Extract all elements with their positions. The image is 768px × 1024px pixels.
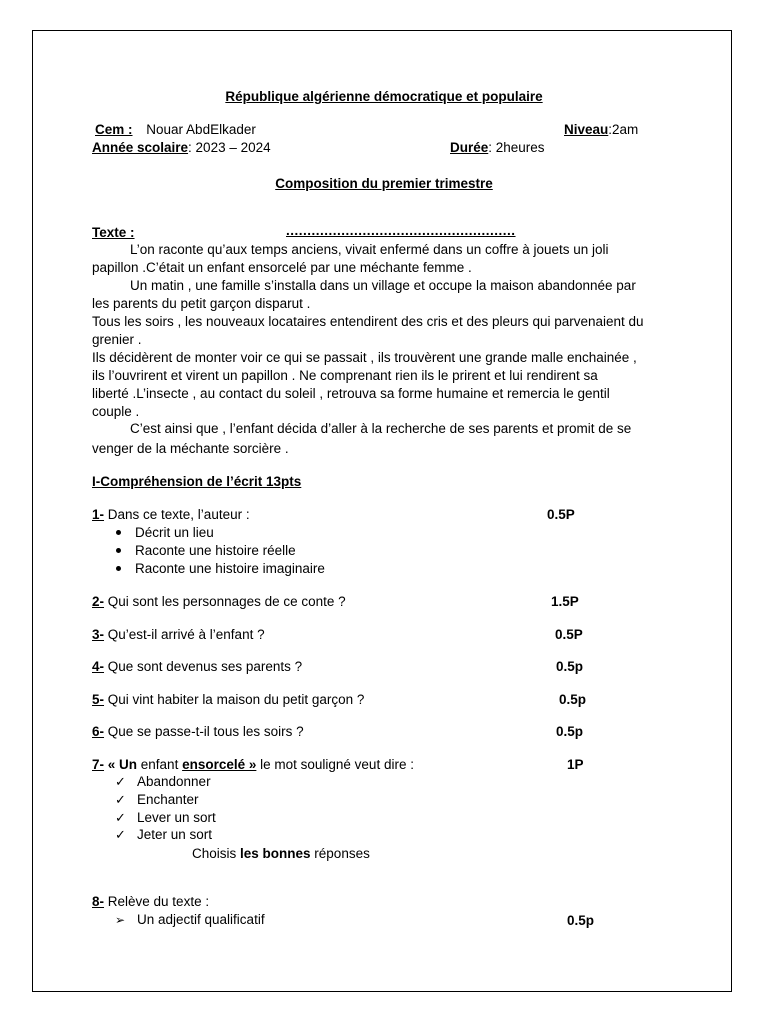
bullet-icon [116,566,121,571]
question-6-points: 0.5p [556,724,584,739]
question-8 [92,893,209,911]
q1-option: Raconte une histoire imaginaire [116,560,325,578]
text-line-12: venger de la méchante sorcière . [92,441,289,456]
text-line-6: grenier . [92,332,142,347]
annee-label: Année scolaire [92,140,189,155]
q1-option: Décrit un lieu [116,524,214,542]
texte-dots: ...................................................... [286,223,516,238]
q7-option: ✓ Jeter un sort [115,827,213,842]
text-line-1: L’on raconte qu’aux temps anciens, vivait enfermé dans un coffre à jouets un joli [130,242,609,257]
question-number: 1- [92,507,105,522]
question-text: Qui vint habiter la maison du petit garçon ? [104,692,365,707]
text-line-2: papillon .C’était un enfant ensorcelé par une méchante femme . [92,260,472,275]
cem-value: Nouar AbdElkader [146,122,256,137]
question-text: Que se passe-t-il tous les soirs ? [104,724,304,739]
duree-row [450,139,545,157]
question-text: Que sont devenus ses parents ? [104,659,303,674]
annee-row [92,139,271,157]
question-number: 6- [92,724,105,739]
text-line-7: Ils décidèrent de monter voir ce qui se passait , ils trouvèrent une grande malle enchainée , [92,350,637,365]
question-1 [92,506,250,524]
question-1-points: 0.5P [547,507,575,522]
composition-title: Composition du premier trimestre [275,176,493,191]
question-2 [92,593,346,611]
q1-option: Raconte une histoire réelle [116,542,296,560]
question-number: 5- [92,692,105,707]
question-5 [92,691,364,709]
question-text: Relève du texte : [104,894,210,909]
question-text: Qui sont les personnages de ce conte ? [104,594,346,609]
text-line-9: liberté .L’insecte , au contact du soleil , retrouva sa forme humaine et remercia le gentil [92,386,610,401]
question-text: Dans ce texte, l’auteur : [104,507,250,522]
duree-label: Durée [450,140,489,155]
text-line-4: les parents du petit garçon disparut . [92,296,311,311]
q7-option: ✓ Lever un sort [115,810,216,825]
question-7-points: 1P [567,757,584,772]
question-text: le mot souligné veut dire : [256,757,414,772]
q7-option: ✓ Enchanter [115,792,199,807]
checkmark-icon: ✓ [115,827,126,842]
annee-value: : 2023 – 2024 [188,140,271,155]
bullet-icon [116,548,121,553]
text-line-11: C’est ainsi que , l’enfant décida d’aller à la recherche de ses parents et promit de se [130,421,632,436]
question-number: 2- [92,594,105,609]
question-5-points: 0.5p [559,692,587,707]
niveau-value: :2am [608,122,639,137]
question-number: 3- [92,627,105,642]
question-3 [92,626,265,644]
checkmark-icon: ✓ [115,792,126,807]
q7-quote-open: « Un [104,757,138,772]
question-4-points: 0.5p [556,659,584,674]
section-title: I-Compréhension de l’écrit 13pts [92,474,302,489]
question-2-points: 1.5P [551,594,579,609]
bullet-icon [116,530,121,535]
question-number: 4- [92,659,105,674]
question-text: Qu’est-il arrivé à l’enfant ? [104,627,265,642]
niveau-row [564,121,638,139]
duree-value: : 2heures [488,140,545,155]
cem-row [95,121,256,139]
question-7 [92,756,414,774]
question-6 [92,723,304,741]
question-3-points: 0.5P [555,627,583,642]
cem-label: Cem : [95,122,133,137]
q7-instruction: Choisis les bonnes réponses [192,846,370,861]
niveau-label: Niveau [564,122,609,137]
q7-option: ✓ Abandonner [115,774,211,789]
checkmark-icon: ✓ [115,774,126,789]
texte-label: Texte : [92,225,135,240]
text-line-8: ils l’ouvrirent et virent un papillon . Ne comprenant rien ils le prirent et lui rendirent sa [92,368,598,383]
question-number: 7- [92,757,105,772]
checkmark-icon: ✓ [115,810,126,825]
question-4 [92,658,302,676]
arrow-bullet-icon: ➢ [115,913,126,927]
text-line-5: Tous les soirs , les nouveaux locataires entendirent des cris et des pleurs qui parvenaient du [92,314,644,329]
republic-title: République algérienne démocratique et populaire [225,89,543,104]
q8-sub-item: ➢ Un adjectif qualificatif [115,912,265,927]
question-8-points: 0.5p [567,913,595,928]
q7-mid: enfant [137,757,183,772]
text-line-10: couple . [92,404,140,419]
text-line-3: Un matin , une famille s’installa dans un village et occupe la maison abandonnée par [130,278,636,293]
q7-underlined-word: ensorcelé » [182,757,257,772]
question-number: 8- [92,894,105,909]
